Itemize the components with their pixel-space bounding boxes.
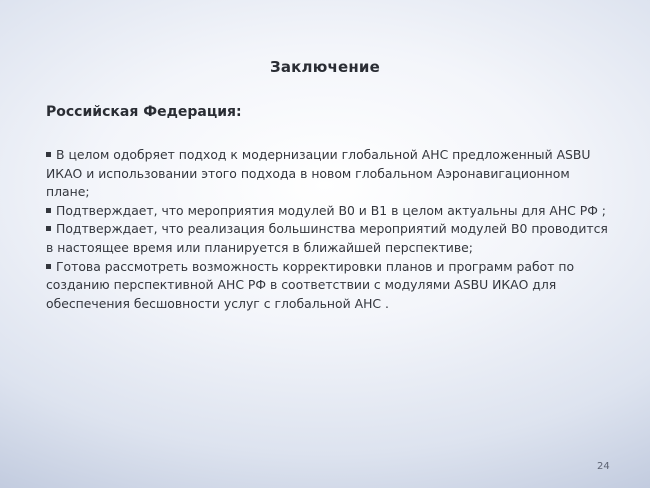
conclusion-points-list [46,146,616,313]
section-heading: Российская Федерация: [46,104,242,120]
slide-title: Заключение [269,58,381,76]
conclusion-point [46,258,616,314]
conclusion-point-text: Готова рассмотреть возможность корректировки планов и программ работ по созданию перспективной АНС РФ в соответствии с модулями ASBU ИКАО для обеспечения бесшовности услуг с глобальной АНС . [46,258,575,311]
square-bullet-icon [46,226,51,231]
conclusion-point-text: Подтверждает, что мероприятия модулей В0 и В1 в целом актуальны для АНС РФ ; [56,202,606,218]
square-bullet-icon [46,264,51,269]
conclusion-point [46,146,616,202]
conclusion-point-text: В целом одобряет подход к модернизации глобальной АНС предложенный ASBU ИКАО и использовании этого подхода в новом глобальном Аэронавигационном плане; [46,147,591,200]
conclusion-point-text: Подтверждает, что реализация большинства мероприятий модулей В0 проводится в настоящее время или планируется в ближайшей перспективе; [46,221,608,255]
page-number: 24 [597,461,610,472]
square-bullet-icon [46,152,51,157]
conclusion-point [46,220,616,257]
conclusion-point [46,202,616,221]
square-bullet-icon [46,208,51,213]
